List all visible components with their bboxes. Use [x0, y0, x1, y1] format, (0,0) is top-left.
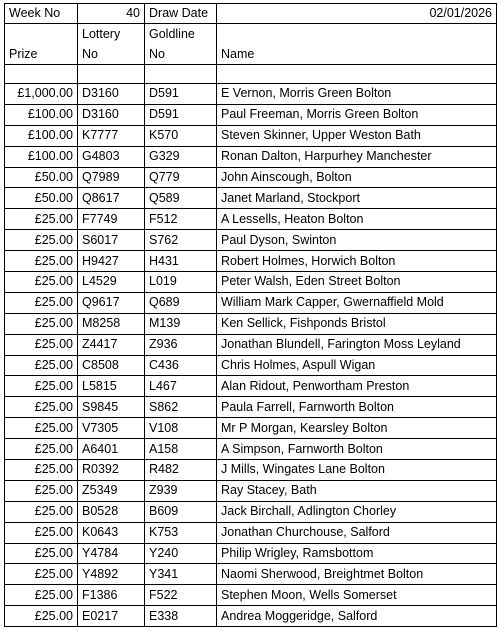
table-row — [5, 188, 497, 209]
winner-name-cell: Janet Marland, Stockport — [217, 188, 497, 209]
goldline-number-cell: V108 — [145, 418, 217, 439]
goldline-number-cell: Y341 — [145, 564, 217, 585]
lottery-number-cell: F1386 — [78, 585, 145, 606]
table-row — [5, 104, 497, 125]
lottery-number-cell: C8508 — [78, 355, 145, 376]
lottery-number-cell: Q9617 — [78, 292, 145, 313]
prize-cell: £25.00 — [5, 564, 78, 585]
goldline-number-cell: K753 — [145, 522, 217, 543]
prize-cell: £25.00 — [5, 251, 78, 272]
goldline-number-cell: D591 — [145, 84, 217, 105]
column-header-row — [5, 24, 497, 65]
winner-name-cell: Paul Dyson, Swinton — [217, 230, 497, 251]
header-row — [5, 4, 497, 24]
winner-name-cell: Jonathan Churchouse, Salford — [217, 522, 497, 543]
goldline-number-cell: Q689 — [145, 292, 217, 313]
lottery-number-cell: V7305 — [78, 418, 145, 439]
goldline-number-cell: Y240 — [145, 543, 217, 564]
winner-name-cell: Jonathan Blundell, Farington Moss Leyland — [217, 334, 497, 355]
lottery-number-cell: K0643 — [78, 522, 145, 543]
prize-cell: £25.00 — [5, 418, 78, 439]
goldline-number-cell: B609 — [145, 501, 217, 522]
blank-cell — [5, 65, 78, 84]
prize-cell: £25.00 — [5, 209, 78, 230]
table-row — [5, 397, 497, 418]
prize-cell: £100.00 — [5, 125, 78, 146]
prize-cell: £25.00 — [5, 522, 78, 543]
lottery-column-header — [78, 24, 145, 65]
lottery-header-line1: Lottery — [82, 27, 121, 41]
lottery-number-cell: R0392 — [78, 460, 145, 481]
name-column-header — [217, 24, 497, 65]
blank-cell — [217, 65, 497, 84]
goldline-number-cell: F522 — [145, 585, 217, 606]
goldline-number-cell: S762 — [145, 230, 217, 251]
winner-name-cell: Stephen Moon, Wells Somerset — [217, 585, 497, 606]
prize-cell: £25.00 — [5, 230, 78, 251]
prize-cell: £25.00 — [5, 480, 78, 501]
goldline-number-cell: A158 — [145, 439, 217, 460]
results-sheet — [4, 3, 496, 627]
prize-cell: £25.00 — [5, 397, 78, 418]
goldline-number-cell: Q589 — [145, 188, 217, 209]
winner-name-cell: A Simpson, Farnworth Bolton — [217, 439, 497, 460]
blank-cell — [78, 65, 145, 84]
goldline-number-cell: E338 — [145, 606, 217, 627]
winner-name-cell: J Mills, Wingates Lane Bolton — [217, 460, 497, 481]
lottery-number-cell: Q8617 — [78, 188, 145, 209]
table-row — [5, 146, 497, 167]
prize-cell: £100.00 — [5, 146, 78, 167]
prize-cell: £1,000.00 — [5, 84, 78, 105]
lottery-number-cell: Y4784 — [78, 543, 145, 564]
winner-name-cell: Chris Holmes, Aspull Wigan — [217, 355, 497, 376]
draw-date-label: Draw Date — [145, 4, 217, 24]
prize-cell: £25.00 — [5, 313, 78, 334]
goldline-number-cell: H431 — [145, 251, 217, 272]
lottery-number-cell: Q7989 — [78, 167, 145, 188]
winners-list — [5, 84, 497, 627]
lottery-number-cell: Z5349 — [78, 480, 145, 501]
draw-date-value: 02/01/2026 — [217, 4, 497, 24]
prize-cell: £25.00 — [5, 334, 78, 355]
goldline-number-cell: M139 — [145, 313, 217, 334]
lottery-number-cell: S9845 — [78, 397, 145, 418]
lottery-number-cell: G4803 — [78, 146, 145, 167]
prize-cell: £25.00 — [5, 355, 78, 376]
prize-cell: £25.00 — [5, 272, 78, 293]
goldline-header-line1: Goldline — [149, 27, 195, 41]
lottery-number-cell: L4529 — [78, 272, 145, 293]
table-row — [5, 84, 497, 105]
winner-name-cell: Ronan Dalton, Harpurhey Manchester — [217, 146, 497, 167]
prize-cell: £25.00 — [5, 543, 78, 564]
table-row — [5, 272, 497, 293]
table-row — [5, 480, 497, 501]
prize-cell: £25.00 — [5, 501, 78, 522]
blank-row — [5, 65, 497, 84]
winner-name-cell: Paul Freeman, Morris Green Bolton — [217, 104, 497, 125]
prize-cell: £25.00 — [5, 585, 78, 606]
winner-name-cell: Mr P Morgan, Kearsley Bolton — [217, 418, 497, 439]
prize-cell: £25.00 — [5, 292, 78, 313]
prize-header-text: Prize — [9, 47, 38, 61]
goldline-number-cell: F512 — [145, 209, 217, 230]
lottery-number-cell: E0217 — [78, 606, 145, 627]
goldline-number-cell: G329 — [145, 146, 217, 167]
prize-cell: £25.00 — [5, 606, 78, 627]
winner-name-cell: John Ainscough, Bolton — [217, 167, 497, 188]
lottery-number-cell: K7777 — [78, 125, 145, 146]
goldline-header-line2: No — [149, 47, 165, 61]
lottery-number-cell: B0528 — [78, 501, 145, 522]
lottery-number-cell: M8258 — [78, 313, 145, 334]
table-row — [5, 606, 497, 627]
winner-name-cell: Paula Farrell, Farnworth Bolton — [217, 397, 497, 418]
table-row — [5, 355, 497, 376]
lottery-number-cell: D3160 — [78, 104, 145, 125]
goldline-number-cell: S862 — [145, 397, 217, 418]
lottery-number-cell: S6017 — [78, 230, 145, 251]
lottery-number-cell: Y4892 — [78, 564, 145, 585]
lottery-number-cell: A6401 — [78, 439, 145, 460]
winner-name-cell: Robert Holmes, Horwich Bolton — [217, 251, 497, 272]
table-row — [5, 522, 497, 543]
winner-name-cell: William Mark Capper, Gwernaffield Mold — [217, 292, 497, 313]
goldline-number-cell: R482 — [145, 460, 217, 481]
winner-name-cell: Jack Birchall, Adlington Chorley — [217, 501, 497, 522]
table-row — [5, 292, 497, 313]
table-row — [5, 439, 497, 460]
table-row — [5, 167, 497, 188]
lottery-number-cell: L5815 — [78, 376, 145, 397]
goldline-column-header — [145, 24, 217, 65]
table-row — [5, 230, 497, 251]
prize-cell: £25.00 — [5, 376, 78, 397]
winner-name-cell: Steven Skinner, Upper Weston Bath — [217, 125, 497, 146]
lottery-number-cell: Z4417 — [78, 334, 145, 355]
name-header-text: Name — [221, 47, 255, 61]
prize-cell: £25.00 — [5, 460, 78, 481]
table-row — [5, 418, 497, 439]
lottery-number-cell: D3160 — [78, 84, 145, 105]
table-row — [5, 209, 497, 230]
winner-name-cell: Peter Walsh, Eden Street Bolton — [217, 272, 497, 293]
week-label: Week No — [5, 4, 78, 24]
table-row — [5, 564, 497, 585]
winner-name-cell: Andrea Moggeridge, Salford — [217, 606, 497, 627]
winner-name-cell: Alan Ridout, Penwortham Preston — [217, 376, 497, 397]
goldline-number-cell: Q779 — [145, 167, 217, 188]
lottery-header-line2: No — [82, 47, 98, 61]
winner-name-cell: Ray Stacey, Bath — [217, 480, 497, 501]
table-row — [5, 334, 497, 355]
table-row — [5, 251, 497, 272]
goldline-number-cell: D591 — [145, 104, 217, 125]
table-row — [5, 501, 497, 522]
table-row — [5, 585, 497, 606]
goldline-number-cell: Z936 — [145, 334, 217, 355]
table-row — [5, 460, 497, 481]
prize-cell: £100.00 — [5, 104, 78, 125]
table-row — [5, 313, 497, 334]
prize-cell: £25.00 — [5, 439, 78, 460]
winner-name-cell: A Lessells, Heaton Bolton — [217, 209, 497, 230]
lottery-number-cell: F7749 — [78, 209, 145, 230]
winner-name-cell: Philip Wrigley, Ramsbottom — [217, 543, 497, 564]
prize-column-header — [5, 24, 78, 65]
prize-cell: £50.00 — [5, 167, 78, 188]
week-value: 40 — [78, 4, 145, 24]
goldline-number-cell: Z939 — [145, 480, 217, 501]
table-row — [5, 376, 497, 397]
lottery-number-cell: H9427 — [78, 251, 145, 272]
winner-name-cell: Naomi Sherwood, Breightmet Bolton — [217, 564, 497, 585]
winner-name-cell: Ken Sellick, Fishponds Bristol — [217, 313, 497, 334]
blank-cell — [145, 65, 217, 84]
goldline-number-cell: K570 — [145, 125, 217, 146]
prize-cell: £50.00 — [5, 188, 78, 209]
table-row — [5, 543, 497, 564]
winner-name-cell: E Vernon, Morris Green Bolton — [217, 84, 497, 105]
table-row — [5, 125, 497, 146]
goldline-number-cell: L019 — [145, 272, 217, 293]
goldline-number-cell: L467 — [145, 376, 217, 397]
results-table — [4, 3, 497, 627]
goldline-number-cell: C436 — [145, 355, 217, 376]
